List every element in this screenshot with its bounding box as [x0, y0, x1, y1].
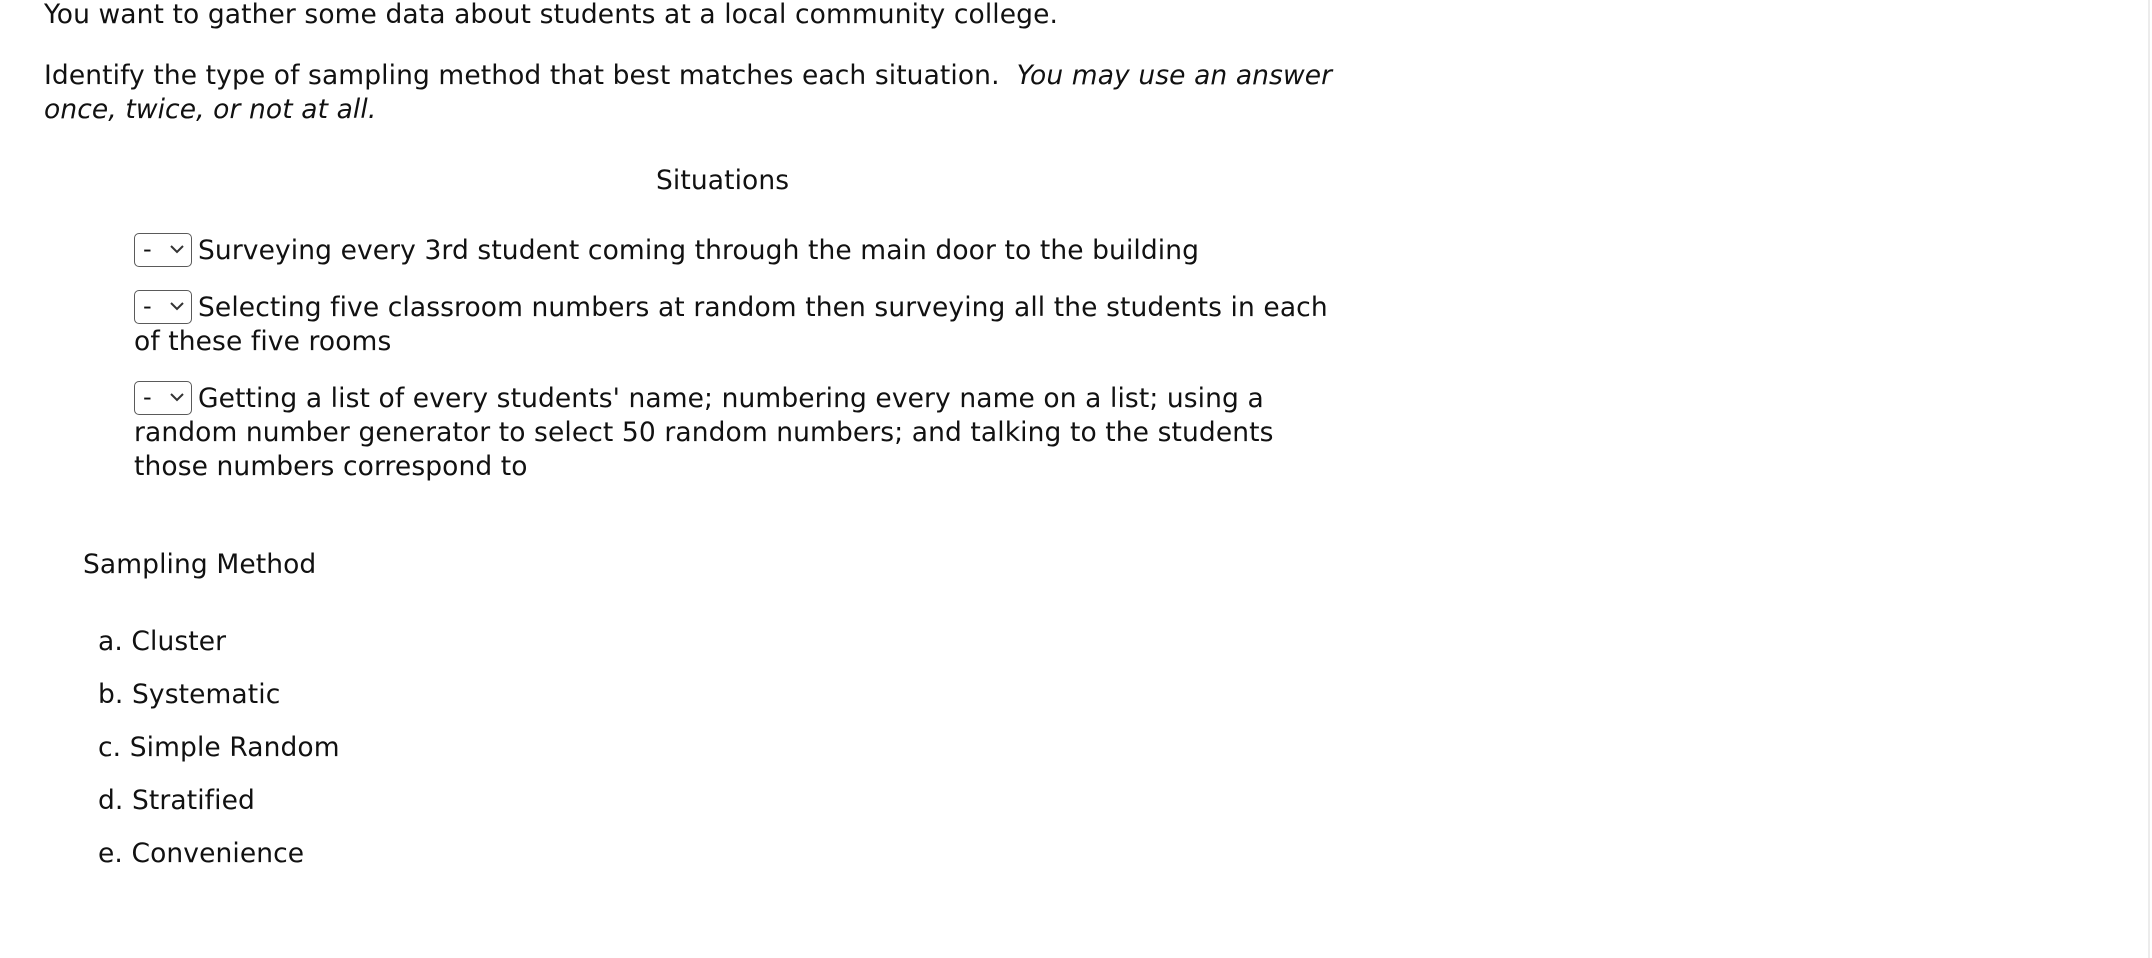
sampling-method-list	[98, 625, 340, 890]
situation-item-3	[134, 381, 1334, 484]
page-right-edge	[2148, 0, 2150, 958]
situations-heading: Situations	[656, 165, 790, 196]
method-label: Systematic	[131, 679, 281, 710]
situation-3-text: Getting a list of every students' name; numbering every name on a list; using a random number generator to select 50 random numbers; and talking to the students those numbers correspond to	[134, 383, 1274, 482]
situation-item-2	[134, 290, 1334, 359]
method-letter: b.	[98, 679, 124, 710]
question-intro: You want to gather some data about students at a local community college.	[44, 0, 1059, 30]
method-letter: a.	[98, 626, 123, 657]
method-label: Simple Random	[129, 732, 340, 763]
method-option-b	[98, 678, 340, 731]
chevron-down-icon	[169, 391, 185, 403]
situation-1-answer-select[interactable]	[134, 233, 192, 267]
situation-item-1	[134, 233, 1334, 268]
sampling-method-heading: Sampling Method	[83, 549, 317, 580]
method-label: Stratified	[131, 785, 255, 816]
select-value: -	[143, 292, 152, 320]
situation-3-answer-select[interactable]	[134, 381, 192, 415]
instructions-text: Identify the type of sampling method that best matches each situation.	[44, 60, 1000, 91]
situation-2-text: Selecting five classroom numbers at random then surveying all the students in each of these five rooms	[134, 292, 1328, 357]
chevron-down-icon	[169, 243, 185, 255]
select-value: -	[143, 235, 152, 263]
method-option-e	[98, 837, 340, 890]
method-option-c	[98, 731, 340, 784]
situation-1-text: Surveying every 3rd student coming through the main door to the building	[198, 235, 1200, 266]
situation-2-answer-select[interactable]	[134, 290, 192, 324]
method-label: Convenience	[131, 838, 305, 869]
method-letter: d.	[98, 785, 124, 816]
instructions-note: You may use an answer once, twice, or not at all.	[44, 60, 1333, 125]
question-instructions	[44, 59, 1384, 127]
method-option-d	[98, 784, 340, 837]
method-letter: e.	[98, 838, 123, 869]
method-option-a	[98, 625, 340, 678]
method-letter: c.	[98, 732, 122, 763]
chevron-down-icon	[169, 300, 185, 312]
select-value: -	[143, 383, 152, 411]
method-label: Cluster	[131, 626, 227, 657]
